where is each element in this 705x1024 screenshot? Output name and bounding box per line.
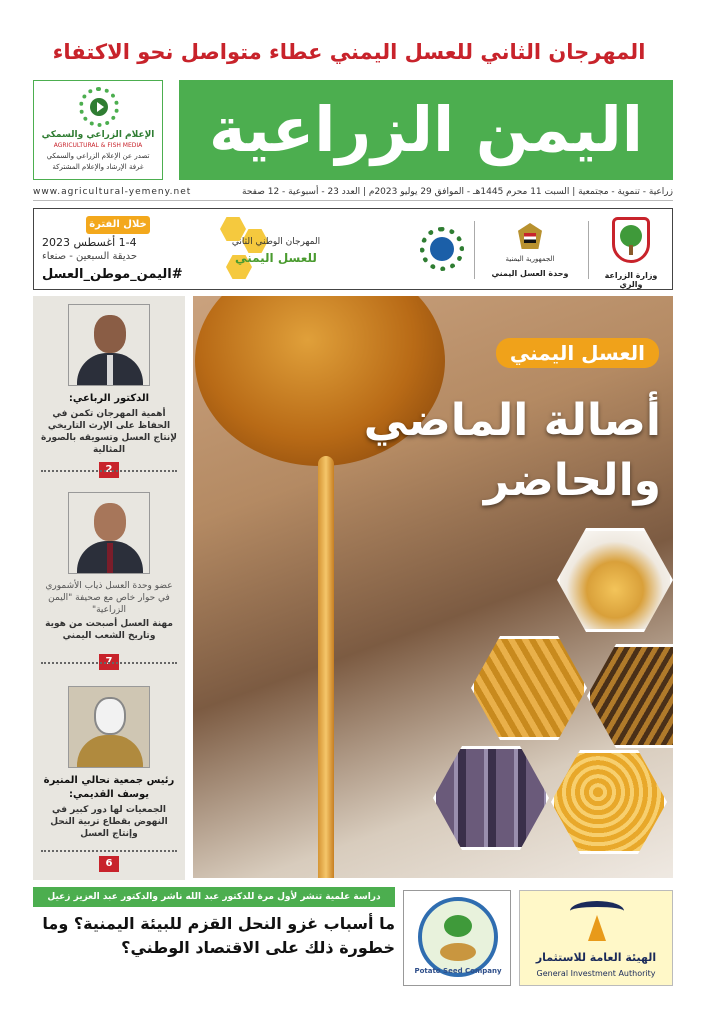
logo-subtitle-2: غرفة الإرشاد والإعلام المشتركة [52,163,144,171]
logo-name-en: AGRICULTURAL & FISH MEDIA [53,142,143,149]
gia-name-ar: الهيئة العامة للاستثمار [535,951,657,964]
masthead [33,80,673,180]
honey-stream [318,456,334,878]
sidebar [33,296,185,880]
divider [474,221,475,279]
divider [588,221,589,279]
sidebar-story[interactable] [41,580,177,642]
story-summary: أهمية المهرجان تكمن في الحفاظ على الإرث التاريخي لإنتاج العسل وتسويقه بالصورة المثالية [41,409,177,455]
page-number-badge[interactable]: 6 [99,856,119,872]
honey-unit-label: وحدة العسل اليمني [491,269,569,278]
republic-label: الجمهورية اليمنية [505,255,555,263]
potato-seed-ad[interactable] [403,890,511,986]
honeycomb-closeup-photo [551,750,667,854]
study-headline[interactable]: ما أسباب غزو النحل القزم للبيئة اليمنية؟ وما خطورة ذلك على الاقتصاد الوطني؟ [42,914,395,957]
page-number-badge[interactable]: 7 [99,654,119,670]
dateline [33,183,673,201]
period-badge: خلال الفترة [86,216,150,234]
potato-plant-icon [418,897,498,977]
agri-gear-logo-icon [418,221,466,279]
story-person: الدكتور الرباعي: [68,393,150,404]
festival-logo-line2: للعسل اليمني [235,251,317,265]
festival-venue: حديقة السبعين - صنعاء [42,251,138,262]
hero-title-line1: أصالة الماضي [363,395,661,446]
study-kicker: دراسة علمية تنشر لأول مرة للدكتور عبد الله ناشر والدكتور عبد العزيز زعيل [33,887,395,907]
logo-subtitle: تصدر عن الإعلام الزراعي والسمكي [46,152,150,160]
dotted-divider [41,662,177,664]
eagle-emblem-icon [510,219,550,255]
ministry-label: وزارة الزراعة والري [604,271,658,289]
festival-logo-line1: المهرجان الوطني الثاني [231,237,321,247]
portrait-photo [68,304,150,386]
investment-authority-ad[interactable] [519,890,673,986]
ministry-emblem-icon [598,217,664,267]
honey-jar-photo [557,528,673,632]
media-logo [33,80,163,180]
logo-name-ar: الإعلام الزراعي والسمكي [41,130,155,140]
gia-logo-icon [570,901,624,945]
hero-image [193,296,673,878]
potato-company-name: Potato Seed Company [414,967,502,975]
dotted-divider [41,470,177,472]
website-link[interactable]: www.agricultural-yemeny.net [33,187,192,197]
sidebar-story[interactable] [41,774,177,840]
story-intro: عضو وحدة العسل ذياب الأشموري في حوار خاص مع صحيفة "اليمن الزراعية" [45,581,173,615]
story-summary: الجمعيات لها دور كبير في النهوض بقطاع تربية النحل وإنتاج العسل [50,805,168,839]
beekeeper-photo [68,686,150,768]
gear-play-icon [79,87,119,127]
page-number-badge[interactable]: 2 [99,462,119,478]
issue-info: زراعية - تنموية - مجتمعية | السبت 11 محرم 1445هـ - الموافق 29 يوليو 2023م | العدد 23 - أسبوعية - 12 صفحة [242,187,673,197]
hero-title-line2: والحاضر [483,455,661,506]
honeycomb-photo [471,636,587,740]
festival-dates: 1-4 أغسطس 2023 [42,236,137,249]
dotted-divider [41,850,177,852]
gia-name-en: General Investment Authority [536,969,656,978]
portrait-photo [68,492,150,574]
top-headline: المهرجان الثاني للعسل اليمني عطاء متواصل نحو الاكتفاء [52,40,646,64]
honey-cans-photo [433,746,549,850]
newspaper-title: اليمن الزراعية [179,80,673,180]
sidebar-story[interactable] [41,392,177,456]
bees-frame-photo [587,644,673,748]
story-person: رئيس جمعية نحالي المنيرة يوسف القديمي: [43,775,175,800]
hero-tag: العسل اليمني [496,338,659,368]
festival-banner [33,208,673,290]
story-summary: مهنة العسل أصبحت من هوية وتاريخ الشعب اليمني [45,619,173,641]
hashtag: #اليمن_موطن_العسل [42,267,183,282]
festival-logo [220,217,328,283]
